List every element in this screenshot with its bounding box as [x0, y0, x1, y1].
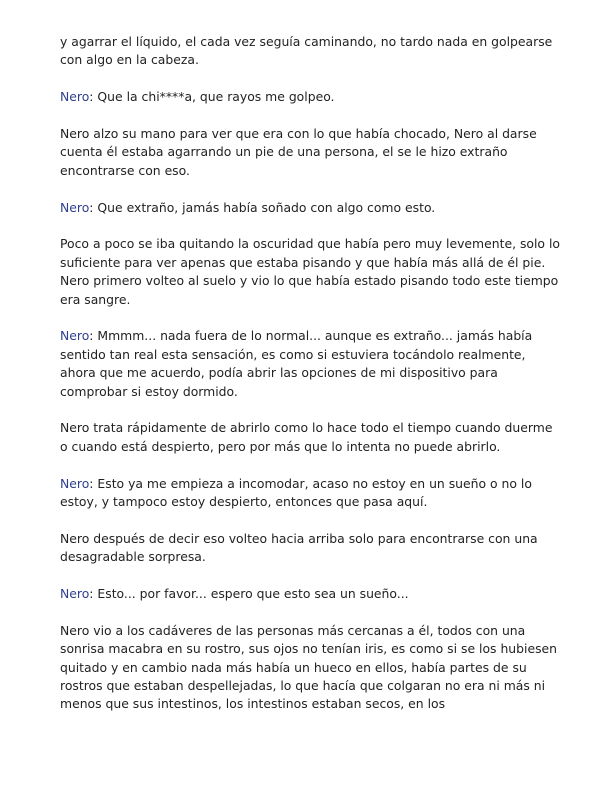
- paragraph-2: [60, 125, 562, 180]
- dialogue-text: : Esto... por favor... espero que esto sea un sueño...: [89, 586, 409, 602]
- paragraph-text: Nero vio a los cadáveres de las personas más cercanas a él, todos con una sonrisa macabra en su rostro, sus ojos no tenían iris, es como si se los hubiesen quitado y en cambio nada más había un hueco en ellos, había partes de su rostros que estaban despellejadas, lo que hacía que colgaran no era ni más ni menos que sus intestinos, los intestinos estaban secos, en los: [60, 622, 558, 712]
- paragraph-text: y agarrar el líquido, el cada vez seguía caminando, no tardo nada en golpearse con algo en la cabeza.: [60, 34, 553, 68]
- paragraph-5: [60, 530, 562, 567]
- paragraph-3: [60, 235, 562, 309]
- paragraph-text: Poco a poco se iba quitando la oscuridad que había pero muy levemente, solo lo suficiente para ver apenas que estaba pisando y que había más allá de él pie. Nero primero volteo al suelo y vio lo que había estado pisando todo este tiempo era sangre.: [60, 236, 560, 307]
- dialogue-1: [60, 88, 562, 106]
- speaker-name: Nero: [60, 89, 90, 105]
- paragraph-6: [60, 622, 562, 714]
- dialogue-4: [60, 475, 562, 512]
- dialogue-text: : Que la chi****a, que rayos me golpeo.: [89, 89, 335, 105]
- speaker-name: Nero: [60, 328, 90, 344]
- speaker-name: Nero: [60, 199, 90, 215]
- dialogue-5: [60, 585, 562, 603]
- paragraph-text: Nero trata rápidamente de abrirlo como lo hace todo el tiempo cuando duerme o cuando está despierto, pero por más que lo intenta no puede abrirlo.: [60, 420, 553, 454]
- paragraph-1: [60, 33, 562, 70]
- paragraph-text: Nero alzo su mano para ver que era con lo que había chocado, Nero al darse cuenta él estaba agarrando un pie de una persona, el se le hizo extraño encontrarse con eso.: [60, 126, 537, 178]
- dialogue-text: : Mmmm... nada fuera de lo normal... aunque es extraño... jamás había sentido tan real esta sensación, es como si estuviera tocándolo realmente, ahora que me acuerdo, podía abrir las opciones de mi dispositivo para comprobar si estoy dormido.: [60, 328, 533, 399]
- dialogue-2: [60, 199, 562, 217]
- dialogue-text: : Que extraño, jamás había soñado con algo como esto.: [89, 199, 436, 215]
- dialogue-3: [60, 327, 562, 401]
- speaker-name: Nero: [60, 475, 90, 491]
- dialogue-text: : Esto ya me empieza a incomodar, acaso no estoy en un sueño o no lo estoy, y tampoco estoy despierto, entonces que pasa aquí.: [60, 475, 532, 510]
- paragraph-text: Nero después de decir eso volteo hacia arriba solo para encontrarse con una desagradable sorpresa.: [60, 530, 538, 565]
- speaker-name: Nero: [60, 586, 90, 602]
- paragraph-4: [60, 419, 562, 456]
